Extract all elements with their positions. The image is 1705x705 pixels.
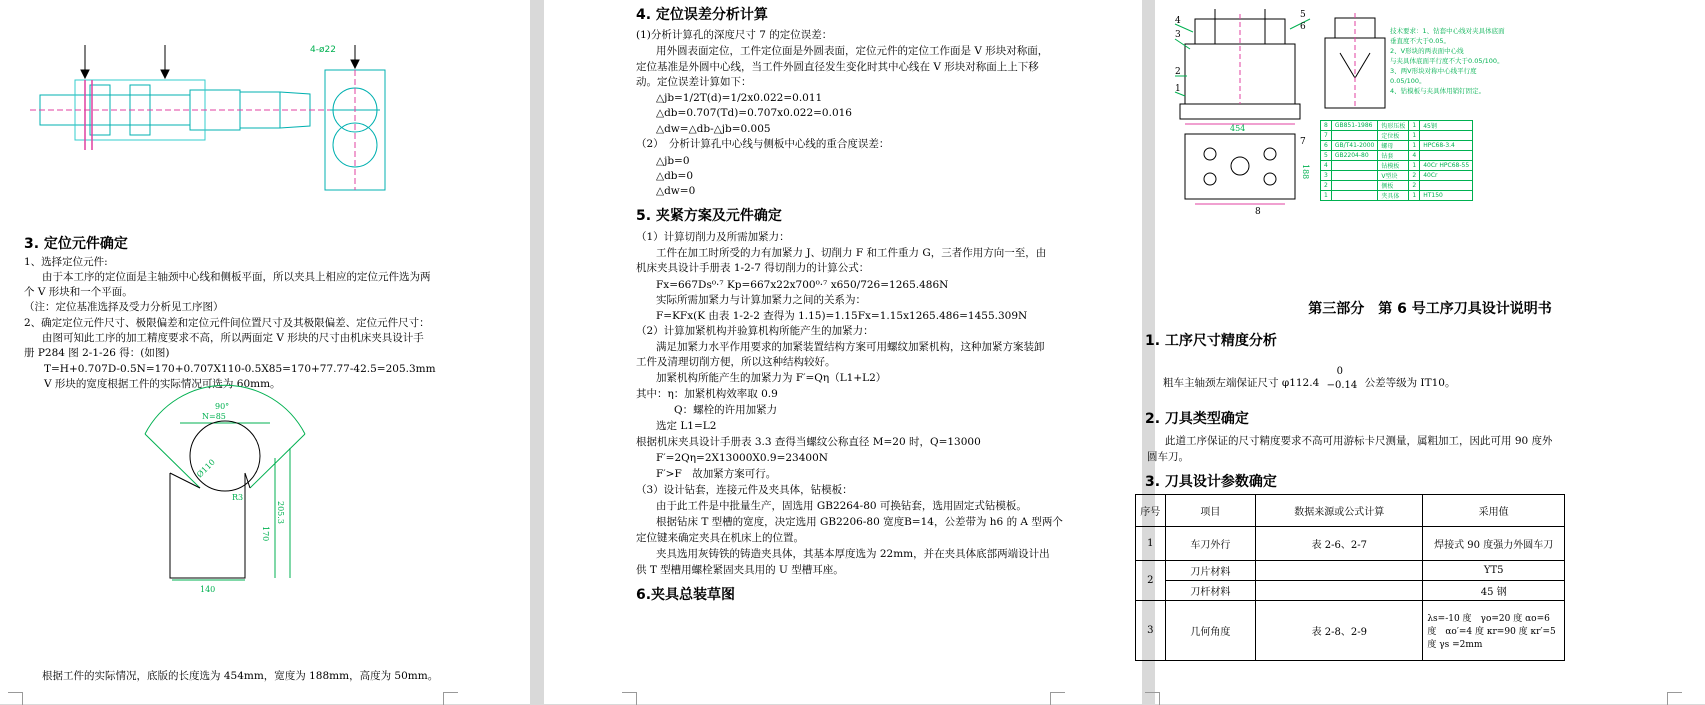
- body-line: 定位基准是外圆中心线，当工件外圆直径发生变化时其中心线在 V 形块对称面上上下移: [636, 61, 1039, 73]
- callout-label: 7: [1300, 137, 1306, 147]
- parts-list-row: [1321, 171, 1473, 181]
- page-corner-mark: [1050, 692, 1065, 705]
- table-cell: 3: [1136, 601, 1166, 661]
- parts-list-cell: HPC68-3.4: [1420, 141, 1473, 151]
- parts-list-cell: GB2204-80: [1331, 151, 1378, 161]
- section-title: 5. 夹紧方案及元件确定: [636, 208, 782, 224]
- page-corner-mark: [443, 692, 458, 705]
- parts-list-cell: 40Cr: [1420, 171, 1473, 181]
- parts-list: [1320, 120, 1473, 201]
- formula-line: △dw=0: [656, 185, 696, 197]
- table-row: [1136, 527, 1565, 561]
- table-cell: [1256, 561, 1423, 581]
- formula-line: △jb=0: [656, 155, 690, 167]
- parts-list-cell: [1331, 171, 1378, 181]
- body-line: Q：螺栓的许用加紧力: [674, 404, 778, 416]
- parts-list-cell: 侧板: [1378, 181, 1409, 191]
- section-title: 1. 工序尺寸精度分析: [1145, 333, 1277, 349]
- body-line: [1163, 366, 1456, 397]
- section-title: 6.夹具总装草图: [636, 587, 736, 603]
- body-line: 实际所需加紧力与计算加紧力之间的关系为：: [656, 294, 866, 306]
- parts-list-cell: 1: [1409, 121, 1420, 131]
- note-line: 与夹具体底面平行度不大于0.05/100。: [1390, 57, 1504, 65]
- callout-label: 4: [1175, 16, 1181, 26]
- table-cell: λs=-10 度 γo=20 度 αo=6 度 αo′=4 度 κr=90 度 κr′=5 度 γs =2mm: [1423, 601, 1565, 661]
- section-title: 3. 刀具设计参数确定: [1145, 474, 1277, 490]
- parts-list-cell: 3: [1321, 171, 1332, 181]
- vblock-radius-label: R3: [232, 493, 244, 502]
- drawing-label: 4-ø22: [310, 45, 336, 55]
- part-title: 第三部分 第 6 号工序刀具设计说明书: [1308, 301, 1552, 317]
- section-title: 3. 定位元件确定: [24, 236, 128, 252]
- parts-list-row: [1321, 191, 1473, 201]
- table-header: 序号: [1136, 495, 1166, 527]
- table-cell: 刀片材料: [1165, 561, 1256, 581]
- formula-line: 加紧机构所能产生的加紧力为 F′=Qη（L1+L2）: [656, 372, 887, 384]
- table-row: [1136, 561, 1565, 581]
- parts-list-cell: 1: [1409, 131, 1420, 141]
- parts-list-cell: [1420, 131, 1473, 141]
- page-corner-mark: [1667, 692, 1682, 705]
- note-line: 垂直度不大于0.05。: [1390, 37, 1450, 45]
- workpiece-drawing: [30, 40, 430, 190]
- note-line: 技术要求：1、钻套中心线对夹具体底面: [1390, 27, 1505, 35]
- table-cell: [1256, 581, 1423, 601]
- vblock-width-label: 140: [200, 585, 216, 594]
- body-line: 根据机床夹具设计手册表 3.3 查得当螺纹公称直径 M=20 时，Q=13000: [636, 436, 981, 448]
- callout-label: 3: [1175, 30, 1181, 40]
- table-cell: YT5: [1423, 561, 1565, 581]
- parts-list-cell: 螺母: [1378, 141, 1409, 151]
- vblock-n-label: N=85: [202, 412, 226, 421]
- tolerance-upper: 0: [1336, 366, 1343, 377]
- formula-line: F=KFx(K 由表 1-2-2 查得为 1.15)=1.15Fx=1.15x1265.486=1455.309N: [656, 310, 1028, 322]
- parts-list-cell: GB851-1986: [1331, 121, 1378, 131]
- parts-list-cell: 1: [1321, 191, 1332, 201]
- parts-list-cell: 4: [1321, 161, 1332, 171]
- body-line: 工件及清理切削方便，所以这种结构较好。: [636, 356, 836, 368]
- parts-list-cell: 1: [1409, 141, 1420, 151]
- body-line: 此道工序保证的尺寸精度要求不高可用游标卡尺测量，属粗加工，因此可用 90 度外: [1165, 435, 1553, 447]
- body-line: （注：定位基准选择及受力分析见工序图）: [24, 301, 224, 313]
- page-corner-mark: [1145, 692, 1160, 705]
- table-cell: 表 2-8、2-9: [1256, 601, 1423, 661]
- table-row: [1136, 581, 1565, 601]
- parts-list-cell: [1331, 161, 1378, 171]
- vblock-h-label: 170: [261, 526, 270, 542]
- note-line: 2、V形块的两表面中心线: [1390, 47, 1464, 55]
- body-line: 由图可知此工序的加工精度要求不高，所以两面定 V 形块的尺寸由机床夹具设计手: [42, 332, 424, 344]
- table-header: 采用值: [1423, 495, 1565, 527]
- dimension-label: 454: [1230, 124, 1246, 133]
- technical-requirements: [1390, 26, 1505, 96]
- parts-list-cell: HT150: [1420, 191, 1473, 201]
- callout-label: 8: [1255, 207, 1261, 217]
- body-line: 夹具选用灰铸铁的铸造夹具体，其基本厚度选为 22mm，并在夹具体底部两端设计出: [656, 548, 1050, 560]
- table-cell: 车刀外行: [1165, 527, 1256, 561]
- parts-list-row: [1321, 181, 1473, 191]
- tolerance-lower: −0.14: [1326, 380, 1358, 391]
- body-line: （2）计算加紧机构并验算机构所能产生的加紧力：: [636, 325, 874, 337]
- body-line: 圆车刀。: [1147, 451, 1189, 463]
- parts-list-cell: [1420, 151, 1473, 161]
- note-line: 0.05/100。: [1390, 77, 1426, 85]
- parts-list-cell: 2: [1409, 171, 1420, 181]
- parts-list-cell: [1331, 181, 1378, 191]
- v-block-drawing: [140, 398, 310, 598]
- parts-list-cell: 4: [1409, 151, 1420, 161]
- body-line: 根据工件的实际情况，底版的长度选为 454mm，宽度为 188mm，高度为 50mm。: [42, 670, 439, 682]
- parts-list-row: [1321, 161, 1473, 171]
- dimension-text: 粗车主轴颈左端保证尺寸 φ112.4: [1163, 377, 1320, 389]
- parts-list-row: [1321, 141, 1473, 151]
- table-cell: 焊接式 90 度强力外圆车刀: [1423, 527, 1565, 561]
- body-line: 定位键来确定夹具在机床上的位置。: [636, 532, 804, 544]
- parts-list-cell: 7: [1321, 131, 1332, 141]
- body-line: 供 T 型槽用螺栓紧固夹具用的 U 型槽耳座。: [636, 564, 844, 576]
- parts-list-cell: 5: [1321, 151, 1332, 161]
- parts-list-row: [1321, 131, 1473, 141]
- callout-label: 5: [1300, 10, 1306, 20]
- formula-line: △db=0: [656, 170, 693, 182]
- formula-line: △dw=△db-△jb=0.005: [656, 123, 771, 135]
- body-line: 根据钻床 T 型槽的宽度，决定选用 GB2206-80 宽度B=14，公差带为 h6 的 A 型两个: [656, 516, 1063, 528]
- table-cell: 表 2-6、2-7: [1256, 527, 1423, 561]
- parts-list-cell: 2: [1321, 181, 1332, 191]
- body-line: V 形块的宽度根据工件的实际情况可选为 60mm。: [44, 378, 281, 390]
- table-cell: 45 钢: [1423, 581, 1565, 601]
- parts-list-cell: V型块: [1378, 171, 1409, 181]
- formula-line: 选定 L1=L2: [656, 420, 717, 432]
- parts-list-cell: 钻套: [1378, 151, 1409, 161]
- table-cell: 2: [1136, 561, 1166, 601]
- section-title: 4. 定位误差分析计算: [636, 7, 768, 23]
- formula-line: Fx=667Ds⁰·⁷ Kp=667x22x700⁰·⁷ x650/726=1265.486N: [656, 279, 949, 291]
- parts-list-cell: 钻模板: [1378, 161, 1409, 171]
- section-title: 2. 刀具类型确定: [1145, 411, 1249, 427]
- page-corner-mark: [622, 692, 637, 705]
- vblock-angle-label: 90°: [215, 402, 230, 411]
- parts-list-cell: 6: [1321, 141, 1332, 151]
- document-page-2: [544, 0, 1142, 704]
- document-page-3: [1140, 0, 1705, 704]
- vblock-t-label: 205.3: [276, 501, 285, 524]
- body-line: 机床夹具设计手册表 1-2-7 得切削力的计算公式：: [636, 262, 870, 274]
- parts-list-cell: 夹具体: [1378, 191, 1409, 201]
- parts-list-cell: 8: [1321, 121, 1332, 131]
- body-line: 其中：η：加紧机构效率取 0.9: [636, 388, 778, 400]
- parts-list-cell: [1331, 191, 1378, 201]
- formula-line: △db=0.707(Td)=0.707x0.022=0.016: [656, 107, 852, 119]
- note-line: 4、钻模板与夹具体用销钉固定。: [1390, 87, 1486, 95]
- parts-list-cell: 钩形压板: [1378, 121, 1409, 131]
- body-line: 动。定位误差计算如下：: [636, 76, 752, 88]
- parts-list-cell: 1: [1409, 161, 1420, 171]
- parts-list-cell: 2: [1409, 181, 1420, 191]
- body-line: （1）计算切削力及所需加紧力：: [636, 231, 790, 243]
- parts-list-cell: [1420, 181, 1473, 191]
- body-line: 由于此工件是中批量生产，固选用 GB2264-80 可换钻套，选用固定式钻模板。: [656, 500, 1027, 512]
- body-line: 册 P284 图 2-1-26 得：(如图): [24, 347, 170, 359]
- parts-list-row: [1321, 121, 1473, 131]
- dimension-label: 188: [1301, 164, 1310, 180]
- body-line: 1、选择定位元件:: [24, 256, 108, 268]
- tool-parameter-table: [1135, 494, 1565, 661]
- callout-label: 6: [1300, 22, 1306, 32]
- body-line: F′>F 故加紧方案可行。: [656, 468, 777, 480]
- body-line: 个 V 形块和一个平面。: [24, 286, 133, 298]
- table-cell: 刀杆材料: [1165, 581, 1256, 601]
- note-line: 3、两V形块对称中心线平行度: [1390, 67, 1477, 75]
- page-corner-mark: [8, 692, 23, 705]
- body-line: （3）设计钻套，连接元件及夹具体，钻模板：: [636, 484, 853, 496]
- callout-label: 2: [1175, 67, 1181, 77]
- callout-label: 1: [1175, 84, 1181, 94]
- parts-list-cell: GB/T41-2000: [1331, 141, 1378, 151]
- parts-list-cell: 1: [1409, 191, 1420, 201]
- parts-list-row: [1321, 151, 1473, 161]
- document-page-1: [0, 0, 530, 704]
- table-header: 项目: [1165, 495, 1256, 527]
- body-line: （2） 分析计算孔中心线与侧板中心线的重合度误差：: [636, 138, 890, 150]
- body-line: 满足加紧力水平作用要求的加紧装置结构方案可用螺纹加紧机构，这种加紧方案装卸: [656, 341, 1045, 353]
- table-cell: 1: [1136, 527, 1166, 561]
- parts-list-cell: 定位板: [1378, 131, 1409, 141]
- formula-line: T=H+0.707D-0.5N=170+0.707X110-0.5X85=170+77.77-42.5=205.3mm: [44, 363, 436, 375]
- tolerance-grade-text: 公差等级为 IT10。: [1364, 377, 1456, 389]
- body-line: (1)分析计算孔的深度尺寸 7 的定位误差：: [636, 29, 833, 41]
- table-row: [1136, 601, 1565, 661]
- parts-list-cell: 40Cr HPC68-55: [1420, 161, 1473, 171]
- formula-line: F′=2Qη=2X13000X0.9=23400N: [656, 452, 828, 464]
- vblock-diameter-label: Ø110: [195, 457, 217, 480]
- body-line: 工件在加工时所受的力有加紧力 J、切削力 F 和工件重力 G，三者作用方向一至，由: [656, 247, 1047, 259]
- table-cell: 几何角度: [1165, 601, 1256, 661]
- body-line: 由于本工序的定位面是主轴颈中心线和侧板平面，所以夹具上相应的定位元件选为两: [42, 271, 431, 283]
- parts-list-cell: [1331, 131, 1378, 141]
- body-line: 用外圆表面定位，工件定位面是外圆表面，定位元件的定位工作面是 V 形块对称面，: [656, 45, 1049, 57]
- formula-line: △jb=1/2T(d)=1/2x0.022=0.011: [656, 92, 823, 104]
- body-line: 2、确定定位元件尺寸、极限偏差和定位元件间位置尺寸及其极限偏差、定位元件尺寸：: [24, 317, 430, 329]
- table-header: 数据来源或公式计算: [1256, 495, 1423, 527]
- fixture-assembly-drawing: [1175, 4, 1315, 217]
- parts-list-cell: 45钢: [1420, 121, 1473, 131]
- fixture-side-view: [1320, 8, 1395, 113]
